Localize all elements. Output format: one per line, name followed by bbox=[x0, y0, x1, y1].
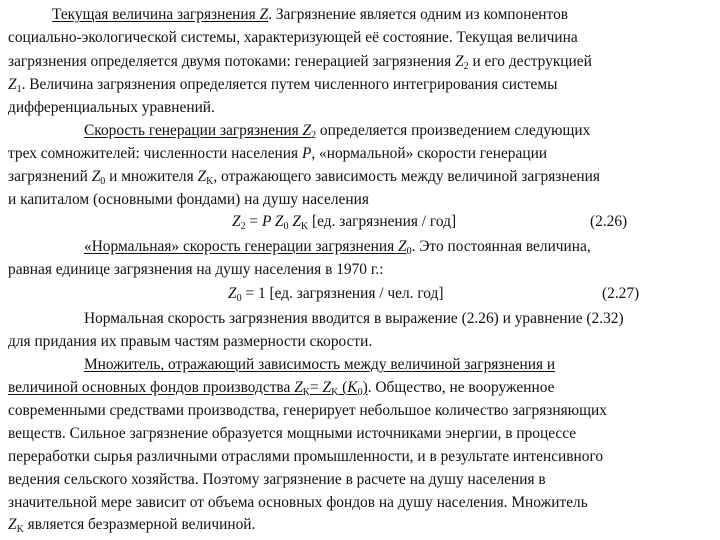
text-span: 0 bbox=[100, 176, 106, 187]
text-span: Z bbox=[228, 285, 237, 302]
p5-line-5: переработки сырья различными отраслями промышленности, и в результате интенсивного bbox=[8, 448, 604, 465]
text-span: K bbox=[331, 387, 339, 398]
text-span: = 1 [ед. загрязнения / чел. год] bbox=[241, 285, 444, 302]
p5-line-6: ведения сельского хозяйства. Поэтому загрязнение в расчете на душу населения в bbox=[8, 471, 546, 488]
p2-line-2 bbox=[8, 143, 547, 165]
equation-2-26 bbox=[232, 211, 456, 233]
p5-line-4: веществ. Сильное загрязнение образуется мощными источниками энергии, в процессе bbox=[8, 425, 577, 442]
text-span: Z bbox=[8, 516, 17, 533]
text-span: K bbox=[347, 379, 358, 396]
text-span: Скорость генерации загрязнения bbox=[84, 122, 303, 139]
p4-line-1: Нормальная скорость загрязнения вводится в выражение (2.26) и уравнение (2.32) bbox=[84, 310, 624, 327]
equation-number-2-26: (2.26) bbox=[590, 213, 628, 230]
text-span: , отражающего зависимость между величиной загрязнения bbox=[213, 168, 600, 185]
p2-line-3 bbox=[8, 166, 600, 188]
text-span: Z bbox=[322, 379, 332, 396]
text-span: Множитель, отражающий зависимость между величиной загрязнения и bbox=[84, 356, 556, 373]
equation-2-27 bbox=[228, 283, 444, 305]
text-span: Z bbox=[259, 6, 269, 23]
text-span: P Z bbox=[261, 213, 284, 230]
text-span: Z bbox=[8, 76, 17, 93]
text-span: 2 bbox=[311, 130, 317, 141]
text-span: и его деструкцией bbox=[468, 53, 592, 70]
p3-line-2: равная единице загрязнения на душу населения в 1970 г.: bbox=[8, 261, 384, 278]
p1-line-1 bbox=[52, 4, 568, 26]
text-span: 1 bbox=[16, 84, 22, 95]
text-span: K bbox=[300, 221, 309, 232]
text-span: . Величина загрязнения определяется путем численного интегрирования системы bbox=[21, 76, 558, 93]
text-span: Z bbox=[398, 238, 407, 255]
text-span: = bbox=[245, 213, 262, 230]
text-span: Z bbox=[288, 213, 301, 230]
text-span: величиной основных фондов производства bbox=[8, 379, 295, 396]
text-span: = bbox=[309, 379, 323, 396]
text-span: K bbox=[206, 176, 214, 187]
text-span: «Нормальная» скорость генерации загрязнения bbox=[84, 238, 399, 255]
text-span: является безразмерной величиной. bbox=[23, 516, 256, 533]
text-span: Z bbox=[232, 213, 241, 230]
text-span: Z bbox=[294, 379, 303, 396]
p3-line-1 bbox=[84, 236, 591, 258]
text-span: определяется произведением следующих bbox=[316, 122, 591, 139]
text-span: трех сомножителей: численности населения bbox=[8, 145, 302, 162]
p5-line-1 bbox=[84, 354, 555, 376]
text-span: ( bbox=[338, 379, 348, 396]
text-span: 0 bbox=[236, 293, 242, 304]
text-span: и множителя bbox=[105, 168, 198, 185]
p1-line-3 bbox=[8, 51, 592, 73]
text-span: Z bbox=[302, 122, 312, 139]
p5-line-8 bbox=[8, 514, 255, 536]
text-span: . Это постоянная величина, bbox=[411, 238, 591, 255]
text-span: K bbox=[302, 387, 310, 398]
text-span: , «нормальной» скорости генерации bbox=[311, 145, 548, 162]
text-span: 2 bbox=[240, 221, 246, 232]
p1-line-5: дифференциальных уравнений. bbox=[8, 99, 215, 116]
text-span: . Загрязнение является одним из компонентов bbox=[268, 6, 569, 23]
p1-line-2: социально-экологической системы, характеризующей её состояние. Текущая величина bbox=[8, 29, 578, 46]
text-span: ) bbox=[362, 379, 368, 396]
text-span: загрязнения определяется двумя потоками: генерацией загрязнения bbox=[8, 53, 456, 70]
text-span: . Общество, не вооруженное bbox=[367, 379, 555, 396]
text-span: Z bbox=[91, 168, 101, 185]
equation-number-2-27: (2.27) bbox=[602, 285, 640, 302]
text-span: K bbox=[16, 524, 24, 535]
text-span: Z bbox=[197, 168, 207, 185]
p5-line-7: значительной мере зависит от объема основных фондов на душу населения. Множитель bbox=[8, 494, 588, 511]
p4-line-2: для придания их правым частям размерности скорости. bbox=[8, 333, 373, 350]
text-span: [ед. загрязнения / год] bbox=[308, 213, 457, 230]
text-span: Z bbox=[455, 53, 464, 70]
p1-line-4 bbox=[8, 74, 557, 96]
text-span: 0 bbox=[357, 387, 363, 398]
p5-line-2 bbox=[8, 377, 554, 399]
p2-line-1 bbox=[84, 120, 590, 142]
text-span: 0 bbox=[406, 246, 412, 257]
text-span: P bbox=[301, 145, 312, 162]
text-span: 2 bbox=[463, 61, 469, 72]
p2-line-4: и капиталом (основными фондами) на душу населения bbox=[8, 191, 369, 208]
text-span: загрязнений bbox=[8, 168, 92, 185]
text-span: 0 bbox=[283, 221, 289, 232]
text-span: Текущая величина загрязнения bbox=[52, 6, 260, 23]
p5-line-3: современными средствами производства, генерирует небольшое количество загрязняющих bbox=[8, 402, 607, 419]
